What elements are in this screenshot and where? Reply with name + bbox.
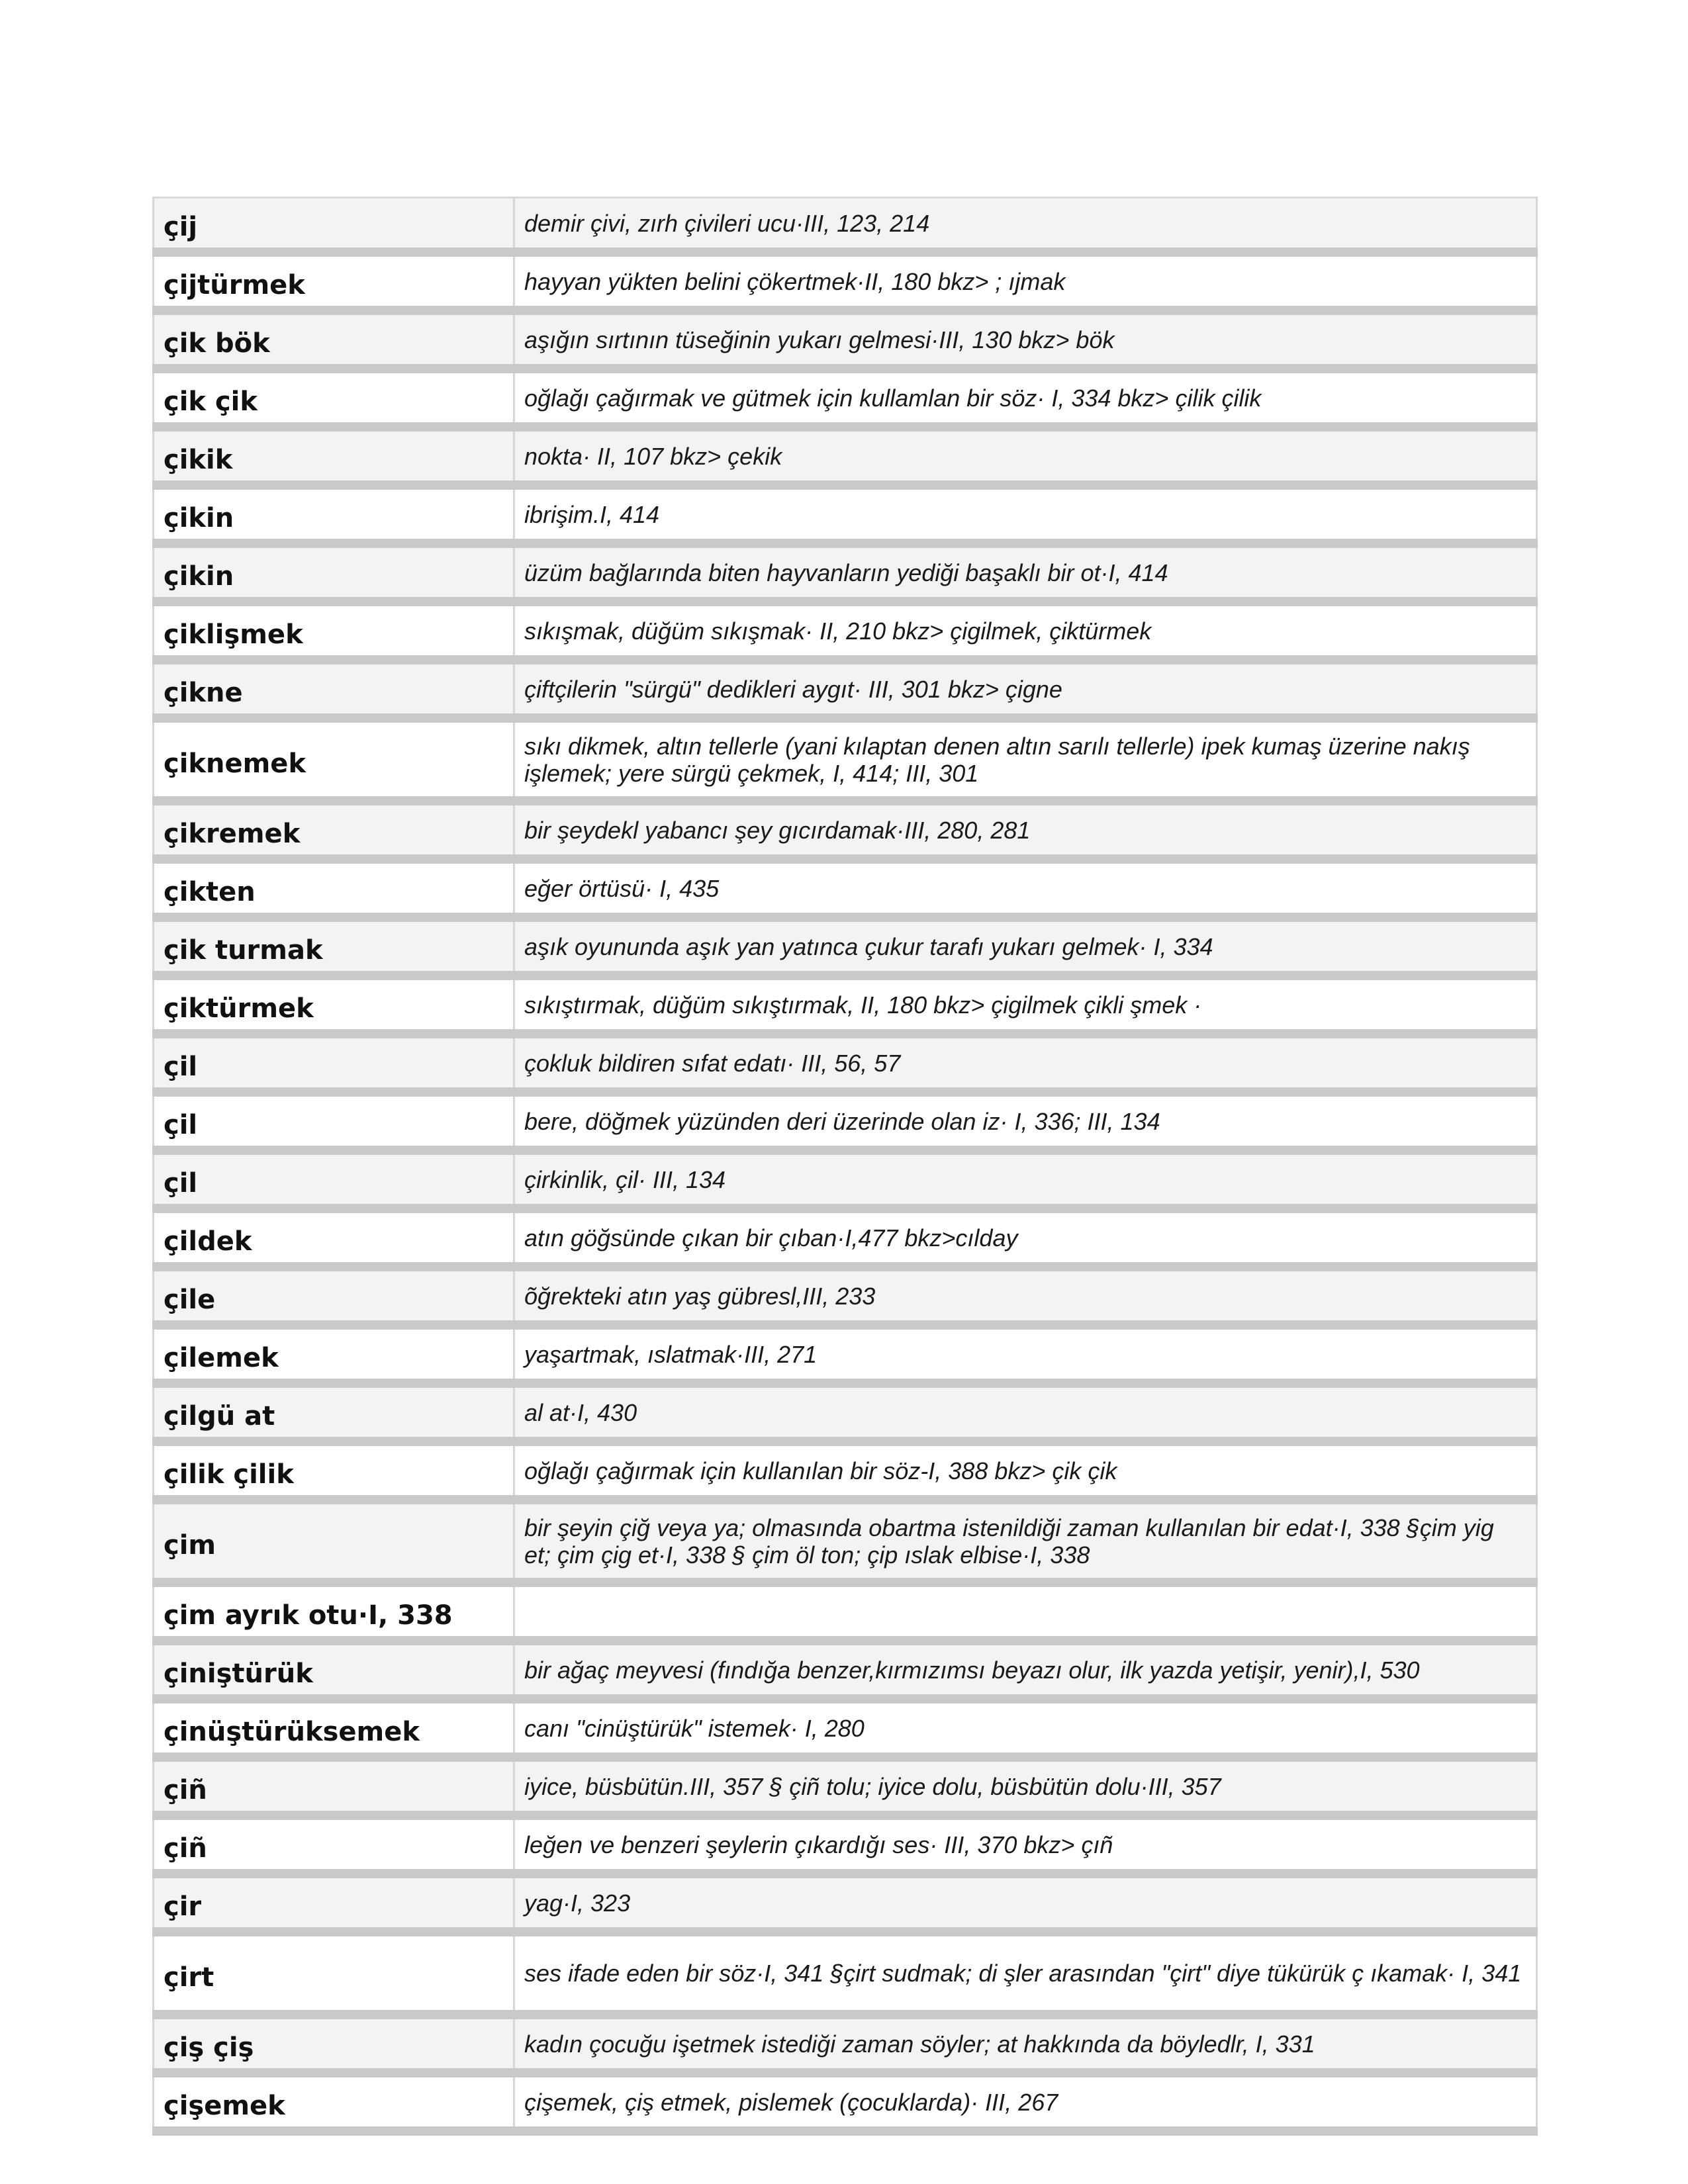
table-row: [154, 543, 1537, 602]
table-row: [154, 1267, 1537, 1325]
term-cell: çijtürmek: [154, 252, 514, 310]
definition-cell: oğlağı çağırmak ve gütmek için kullamlan bir söz· I, 334 bkz> çilik çilik: [514, 369, 1537, 427]
term-cell: çirt: [154, 1932, 514, 2015]
table-row: [154, 1092, 1537, 1150]
table-row: [154, 252, 1537, 310]
definition-cell: kadın çocuğu işetmek istediği zaman söyler; at hakkında da böyledlr, I, 331: [514, 2015, 1537, 2073]
term-cell: çik turmak: [154, 917, 514, 976]
definition-cell: sıkıştırmak, düğüm sıkıştırmak, II, 180 bkz> çigilmek çikli şmek ·: [514, 976, 1537, 1034]
term-cell: çiniştürük: [154, 1641, 514, 1699]
term-cell: çil: [154, 1092, 514, 1150]
term-cell: çilemek: [154, 1325, 514, 1383]
term-cell: çil: [154, 1150, 514, 1208]
term-cell: çil: [154, 1034, 514, 1092]
definition-cell: çişemek, çiş etmek, pislemek (çocuklarda)· III, 267: [514, 2073, 1537, 2131]
term-cell: çilgü at: [154, 1383, 514, 1441]
table-row: [154, 2015, 1537, 2073]
table-row: [154, 801, 1537, 859]
definition-cell: [514, 1582, 1537, 1641]
term-cell: çik çik: [154, 369, 514, 427]
definition-cell: ses ifade eden bir söz·I, 341 §çirt sudmak; di şler arasından "çirt" diye tükürük ç ıkamak· I, 341: [514, 1932, 1537, 2015]
table-row: [154, 1874, 1537, 1932]
table-row: [154, 1641, 1537, 1699]
definition-cell: çokluk bildiren sıfat edatı· III, 56, 57: [514, 1034, 1537, 1092]
term-cell: çir: [154, 1874, 514, 1932]
table-row: [154, 660, 1537, 718]
definition-cell: aşığın sırtının tüseğinin yukarı gelmesi·III, 130 bkz> bök: [514, 310, 1537, 369]
term-cell: çik bök: [154, 310, 514, 369]
definition-cell: nokta· II, 107 bkz> çekik: [514, 427, 1537, 485]
term-cell: çim ayrık otu·I, 338: [154, 1582, 514, 1641]
dictionary-body: [154, 198, 1537, 2132]
term-cell: çiñ: [154, 1815, 514, 1874]
table-row: [154, 2073, 1537, 2131]
definition-cell: bir şeydekl yabancı şey gıcırdamak·III, 280, 281: [514, 801, 1537, 859]
definition-cell: çirkinlik, çil· III, 134: [514, 1150, 1537, 1208]
definition-cell: çiftçilerin "sürgü" dedikleri aygıt· III, 301 bkz> çigne: [514, 660, 1537, 718]
definition-cell: hayyan yükten belini çökertmek·II, 180 bkz> ; ıjmak: [514, 252, 1537, 310]
table-row: [154, 1383, 1537, 1441]
table-row: [154, 1500, 1537, 1582]
term-cell: çiş çiş: [154, 2015, 514, 2073]
table-row: [154, 1208, 1537, 1267]
table-row: [154, 1932, 1537, 2015]
table-row: [154, 427, 1537, 485]
definition-cell: iyice, büsbütün.III, 357 § çiñ tolu; iyice dolu, büsbütün dolu·III, 357: [514, 1757, 1537, 1815]
table-row: [154, 1325, 1537, 1383]
table-row: [154, 1815, 1537, 1874]
table-row: [154, 1582, 1537, 1641]
term-cell: çildek: [154, 1208, 514, 1267]
term-cell: çikin: [154, 543, 514, 602]
table-row: [154, 1699, 1537, 1757]
definition-cell: yag·I, 323: [514, 1874, 1537, 1932]
definition-cell: leğen ve benzeri şeylerin çıkardığı ses· III, 370 bkz> çıñ: [514, 1815, 1537, 1874]
definition-cell: atın göğsünde çıkan bir çıban·I,477 bkz>cılday: [514, 1208, 1537, 1267]
definition-cell: canı "cinüştürük" istemek· I, 280: [514, 1699, 1537, 1757]
term-cell: çikne: [154, 660, 514, 718]
definition-cell: demir çivi, zırh çivileri ucu·III, 123, 214: [514, 198, 1537, 253]
definition-cell: ibrişim.I, 414: [514, 485, 1537, 543]
table-row: [154, 1150, 1537, 1208]
table-row: [154, 1034, 1537, 1092]
table-row: [154, 1441, 1537, 1500]
table-row: [154, 1757, 1537, 1815]
table-row: [154, 859, 1537, 917]
table-row: [154, 369, 1537, 427]
table-row: [154, 976, 1537, 1034]
table-row: [154, 917, 1537, 976]
definition-cell: sıkı dikmek, altın tellerle (yani kılaptan denen altın sarılı tellerle) ipek kumaş üzerine nakış işlemek; yere sürgü çekmek, I, 414; III, 301: [514, 718, 1537, 801]
table-row: [154, 198, 1537, 253]
definition-cell: al at·I, 430: [514, 1383, 1537, 1441]
term-cell: çikik: [154, 427, 514, 485]
definition-cell: eğer örtüsü· I, 435: [514, 859, 1537, 917]
term-cell: çiñ: [154, 1757, 514, 1815]
term-cell: çim: [154, 1500, 514, 1582]
term-cell: çinüştürüksemek: [154, 1699, 514, 1757]
term-cell: çiktürmek: [154, 976, 514, 1034]
table-row: [154, 718, 1537, 801]
definition-cell: yaşartmak, ıslatmak·III, 271: [514, 1325, 1537, 1383]
dictionary-table: [152, 197, 1538, 2136]
table-row: [154, 310, 1537, 369]
definition-cell: sıkışmak, düğüm sıkışmak· II, 210 bkz> çigilmek, çiktürmek: [514, 602, 1537, 660]
term-cell: çiknemek: [154, 718, 514, 801]
term-cell: çiklişmek: [154, 602, 514, 660]
term-cell: çij: [154, 198, 514, 253]
term-cell: çişemek: [154, 2073, 514, 2131]
table-row: [154, 485, 1537, 543]
term-cell: çikten: [154, 859, 514, 917]
definition-cell: õğrekteki atın yaş gübresl,III, 233: [514, 1267, 1537, 1325]
term-cell: çilik çilik: [154, 1441, 514, 1500]
definition-cell: bere, döğmek yüzünden deri üzerinde olan iz· I, 336; III, 134: [514, 1092, 1537, 1150]
definition-cell: bir şeyin çiğ veya ya; olmasında obartma istenildiği zaman kullanılan bir edat·I, 338 §çim yig et; çim çig et·I, 338 § çim öl ton; çip ıslak elbise·I, 338: [514, 1500, 1537, 1582]
definition-cell: bir ağaç meyvesi (fındığa benzer,kırmızımsı beyazı olur, ilk yazda yetişir, yenir),I, 530: [514, 1641, 1537, 1699]
definition-cell: oğlağı çağırmak için kullanılan bir söz-I, 388 bkz> çik çik: [514, 1441, 1537, 1500]
definition-cell: aşık oyununda aşık yan yatınca çukur tarafı yukarı gelmek· I, 334: [514, 917, 1537, 976]
term-cell: çikremek: [154, 801, 514, 859]
table-row: [154, 602, 1537, 660]
term-cell: çikin: [154, 485, 514, 543]
term-cell: çile: [154, 1267, 514, 1325]
definition-cell: üzüm bağlarında biten hayvanların yediği başaklı bir ot·I, 414: [514, 543, 1537, 602]
